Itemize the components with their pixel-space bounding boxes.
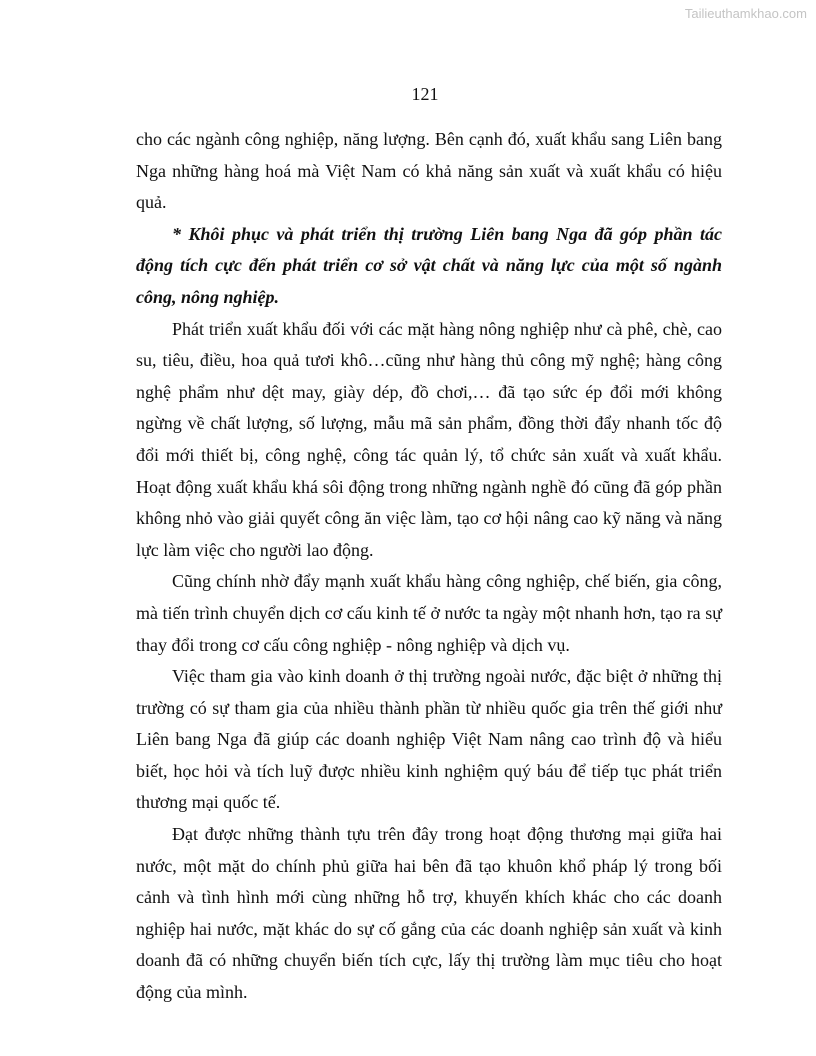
watermark-text: Tailieuthamkhao.com — [684, 6, 807, 21]
page-number: 121 — [411, 84, 439, 104]
paragraph-structural-shift: Cũng chính nhờ đẩy mạnh xuất khẩu hàng công nghiệp, chế biến, gia công, mà tiến trình chuyển dịch cơ cấu kinh tế ở nước ta ngày một nhanh hơn, tạo ra sự thay đổi trong cơ cấu công nghiệp - nông nghiệp và dịch vụ. — [136, 571, 722, 655]
paragraph-export-development: Phát triển xuất khẩu đối với các mặt hàng nông nghiệp như cà phê, chè, cao su, tiêu, điều, hoa quả tươi khô…cũng như hàng thủ công mỹ nghệ; hàng công nghệ phẩm như dệt may, giày dép, đồ chơi,… đã tạo sức ép đổi mới không ngừng về chất lượng, số lượng, mẫu mã sản phẩm, đồng thời đẩy nhanh tốc độ đổi mới thiết bị, công nghệ, công tác quản lý, tổ chức sản xuất và xuất khẩu. Hoạt động xuất khẩu khá sôi động trong những ngành nghề đó cũng đã góp phần không nhỏ vào giải quyết công ăn việc làm, tạo cơ hội nâng cao kỹ năng và năng lực làm việc cho người lao động. — [136, 318, 722, 560]
paragraph-achievements: Đạt được những thành tựu trên đây trong hoạt động thương mại giữa hai nước, một mặt do chính phủ giữa hai bên đã tạo khuôn khổ pháp lý trong bối cảnh và tình hình mới cùng những hỗ trợ, khuyến khích khác cho các doanh nghiệp hai nước, mặt khác do sự cố gắng của các doanh nghiệp sản xuất và kinh doanh đã có những chuyển biến tích cực, lấy thị trường làm mục tiêu cho hoạt động của mình. — [136, 824, 722, 1003]
paragraph-foreign-markets: Việc tham gia vào kinh doanh ở thị trường ngoài nước, đặc biệt ở những thị trường có sự tham gia của nhiều thành phần từ nhiều quốc gia trên thế giới như Liên bang Nga đã giúp các doanh nghiệp Việt Nam nâng cao trình độ và hiểu biết, học hỏi và tích luỹ được nhiều kinh nghiệm quý báu để tiếp tục phát triển thương mại quốc tế. — [136, 666, 722, 813]
section-heading: * Khôi phục và phát triển thị trường Liên bang Nga đã góp phần tác động tích cực đến phát triển cơ sở vật chất và năng lực của một số ngành công, nông nghiệp. — [136, 223, 722, 307]
paragraph-continuation: cho các ngành công nghiệp, năng lượng. Bên cạnh đó, xuất khẩu sang Liên bang Nga những hàng hoá mà Việt Nam có khả năng sản xuất và xuất khẩu có hiệu quả. — [136, 129, 722, 213]
document-body — [136, 124, 722, 1009]
